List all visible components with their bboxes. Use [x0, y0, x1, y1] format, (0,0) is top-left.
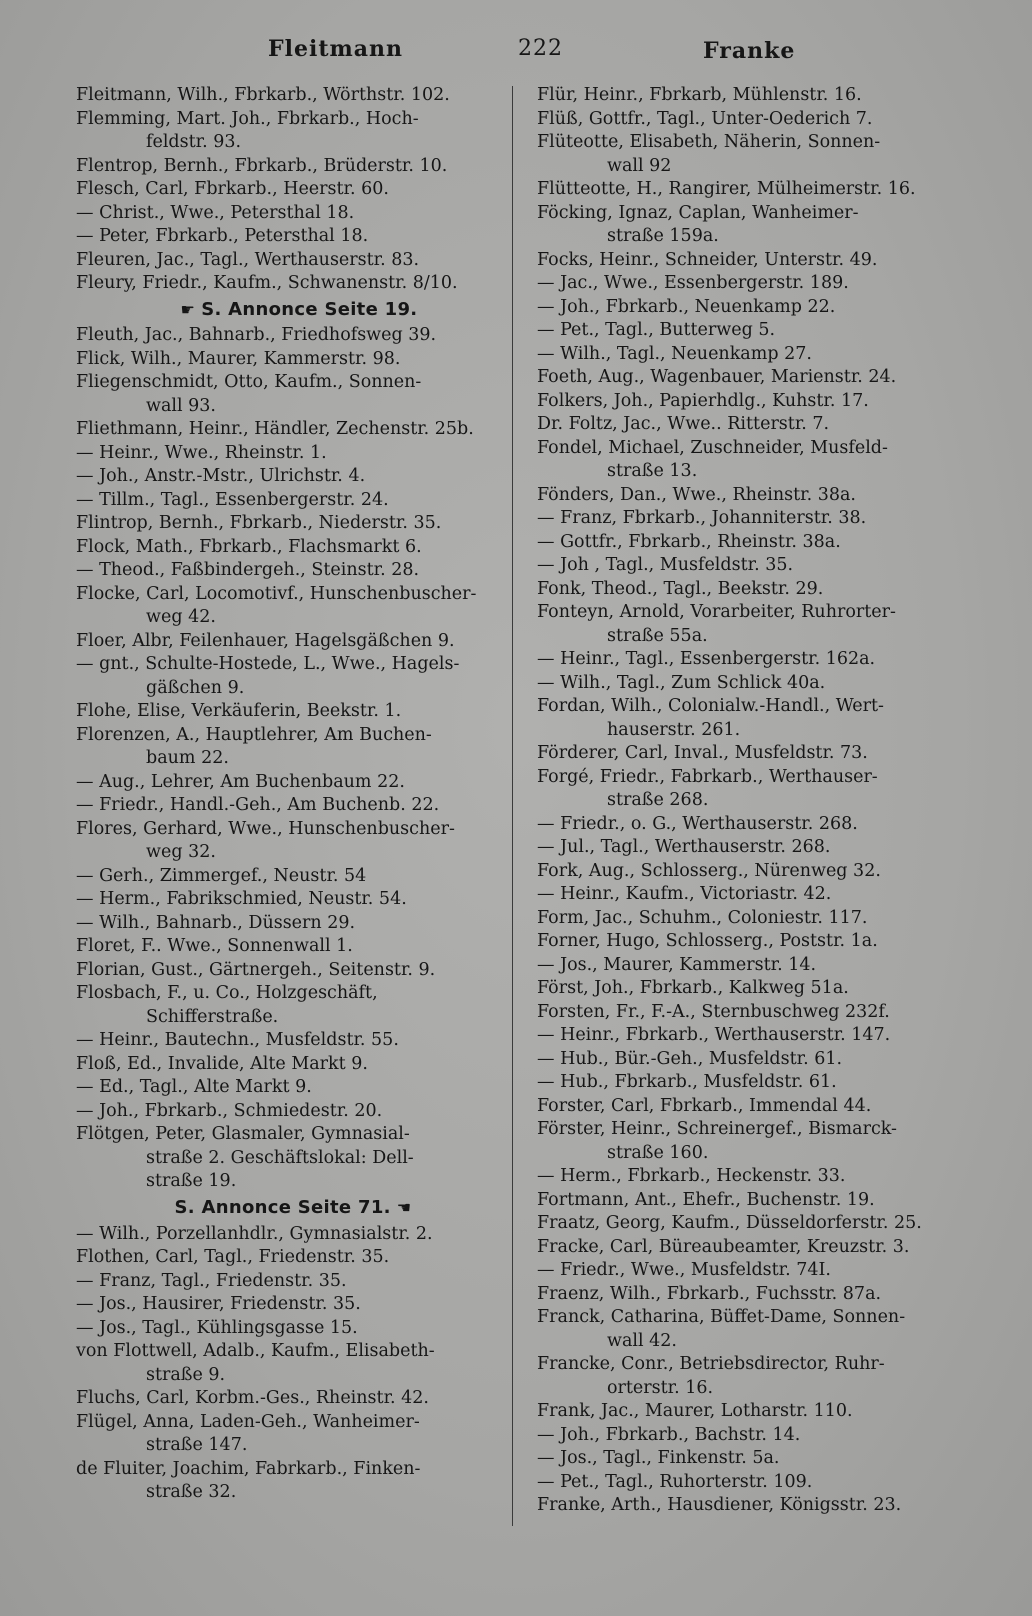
- directory-entry: [537, 1001, 983, 1025]
- entry-text: Fleitmann, Wilh., Fbrkarb., Wörthstr. 102.: [76, 85, 450, 105]
- entry-text: — gnt., Schulte-Hostede, L., Wwe., Hagels-: [76, 654, 460, 675]
- entry-text: Fracke, Carl, Büreaubeamter, Kreuzstr. 3.: [537, 1236, 910, 1257]
- entry-text: — Pet., Tagl., Butterweg 5.: [537, 320, 776, 340]
- directory-entry: [537, 249, 983, 273]
- entry-text: — Wilh., Tagl., Neuenkamp 27.: [537, 343, 812, 364]
- annonce-reference: [76, 1196, 516, 1220]
- directory-entry: [537, 695, 983, 742]
- directory-entry: [537, 202, 983, 249]
- directory-entry: [537, 131, 983, 178]
- entry-continuation: straße 55a.: [607, 625, 708, 646]
- directory-entry: [537, 1283, 983, 1307]
- directory-entry: [537, 319, 983, 343]
- entry-text: — Herm., Fabrikschmied, Neustr. 54.: [76, 889, 407, 910]
- entry-continuation: weg 32.: [146, 842, 216, 863]
- entry-continuation: orterstr. 16.: [607, 1377, 714, 1398]
- directory-entry: [76, 249, 516, 273]
- entry-text: — Joh , Tagl., Musfeldstr. 35.: [537, 555, 794, 575]
- entry-text: — Aug., Lehrer, Am Buchenbaum 22.: [76, 771, 405, 792]
- entry-continuation: gäßchen 9.: [146, 677, 245, 698]
- entry-text: Flores, Gerhard, Wwe., Hunschenbuscher-: [76, 818, 455, 839]
- entry-text: Flüß, Gottfr., Tagl., Unter-Oederich 7.: [537, 108, 873, 129]
- entry-text: Fonk, Theod., Tagl., Beekstr. 29.: [537, 578, 824, 599]
- entry-text: — Jos., Maurer, Kammerstr. 14.: [537, 954, 817, 975]
- entry-text: — Joh., Fbrkarb., Schmiedestr. 20.: [76, 1100, 383, 1121]
- entry-text: Fönders, Dan., Wwe., Rheinstr. 38a.: [537, 484, 856, 505]
- entry-text: Fleuth, Jac., Bahnarb., Friedhofsweg 39.: [76, 325, 437, 346]
- directory-entry: [537, 601, 983, 648]
- left-column: [76, 84, 516, 1505]
- directory-entry: [76, 371, 516, 418]
- entry-text: — Tillm., Tagl., Essenbergerstr. 24.: [76, 489, 389, 510]
- directory-entry: [76, 865, 516, 889]
- directory-entry: [537, 1095, 983, 1119]
- annonce-reference: [76, 298, 516, 322]
- entry-text: Fordan, Wilh., Colonialw.-Handl., Wert-: [537, 696, 884, 716]
- directory-entry: [537, 178, 983, 202]
- directory-entry: [76, 583, 516, 630]
- directory-entry: [537, 108, 983, 132]
- directory-entry: [537, 860, 983, 884]
- entry-continuation: straße 9.: [146, 1364, 226, 1385]
- directory-entry: [76, 1270, 516, 1294]
- entry-text: Dr. Foltz, Jac., Wwe.. Ritterstr. 7.: [537, 414, 830, 434]
- directory-entry: [76, 1340, 516, 1387]
- pointing-hand-icon: ☚: [396, 1198, 412, 1217]
- entry-text: — Franz, Fbrkarb., Johanniterstr. 38.: [537, 508, 867, 528]
- entry-text: — Wilh., Porzellanhdlr., Gymnasialstr. 2.: [76, 1223, 433, 1244]
- entry-continuation: hauserstr. 261.: [607, 719, 741, 740]
- directory-entry: [537, 484, 983, 508]
- entry-text: Florenzen, A., Hauptlehrer, Am Buchen-: [76, 724, 432, 745]
- entry-text: Flötgen, Peter, Glasmaler, Gymnasial-: [76, 1124, 410, 1145]
- entry-continuation: wall 93.: [146, 395, 216, 416]
- directory-entry: [537, 84, 983, 108]
- directory-entry: [76, 982, 516, 1029]
- entry-text: Fluchs, Carl, Korbm.-Ges., Rheinstr. 42.: [76, 1388, 429, 1408]
- entry-text: — Jos., Tagl., Finkenstr. 5a.: [537, 1448, 780, 1468]
- directory-entry: [537, 1236, 983, 1260]
- directory-entry: [76, 84, 516, 108]
- directory-entry: [537, 742, 983, 766]
- entry-text: — Wilh., Bahnarb., Düssern 29.: [76, 912, 356, 933]
- entry-text: — Jul., Tagl., Werthauserstr. 268.: [537, 837, 831, 857]
- header-right-keyword: Franke: [703, 38, 796, 64]
- directory-entry: [76, 818, 516, 865]
- directory-entry: [537, 531, 983, 555]
- entry-text: — Heinr., Wwe., Rheinstr. 1.: [76, 442, 327, 463]
- directory-entry: [76, 1387, 516, 1411]
- directory-entry: [537, 1212, 983, 1236]
- entry-text: Fliethmann, Heinr., Händler, Zechenstr. 25b.: [76, 419, 474, 440]
- directory-entry: [76, 630, 516, 654]
- directory-entry: [537, 1424, 983, 1448]
- entry-text: Floer, Albr, Feilenhauer, Hagelsgäßchen 9.: [76, 630, 455, 651]
- directory-entry: [537, 390, 983, 414]
- directory-entry: [76, 1411, 516, 1458]
- directory-entry: [537, 1118, 983, 1165]
- directory-entry: [76, 1458, 516, 1505]
- entry-text: Form, Jac., Schuhm., Coloniestr. 117.: [537, 907, 868, 928]
- directory-entry: [537, 1400, 983, 1424]
- directory-entry: [537, 507, 983, 531]
- entry-text: — Heinr., Fbrkarb., Werthauserstr. 147.: [537, 1025, 891, 1045]
- entry-continuation: straße 13.: [607, 461, 698, 481]
- directory-entry: [76, 771, 516, 795]
- entry-continuation: straße 147.: [146, 1435, 248, 1455]
- page-header: [0, 34, 1032, 70]
- annonce-text: S. Annonce Seite 19.: [201, 298, 418, 320]
- directory-entry: [537, 1189, 983, 1213]
- directory-entry: [76, 1246, 516, 1270]
- entry-text: — Jos., Hausirer, Friedenstr. 35.: [76, 1294, 361, 1314]
- entry-text: Fortmann, Ant., Ehefr., Buchenstr. 19.: [537, 1189, 875, 1210]
- entry-continuation: wall 42.: [607, 1330, 677, 1351]
- directory-entry: [76, 559, 516, 583]
- entry-text: Fliegenschmidt, Otto, Kaufm., Sonnen-: [76, 372, 422, 393]
- entry-continuation: wall 92: [607, 155, 672, 176]
- entry-text: Fork, Aug., Schlosserg., Nürenweg 32.: [537, 860, 881, 881]
- directory-entry: [537, 672, 983, 696]
- entry-continuation: straße 159a.: [607, 226, 719, 246]
- directory-entry: [537, 836, 983, 860]
- entry-text: Foeth, Aug., Wagenbauer, Marienstr. 24.: [537, 367, 897, 387]
- header-left-keyword: Fleitmann: [268, 36, 404, 62]
- entry-text: Först, Joh., Fbrkarb., Kalkweg 51a.: [537, 978, 849, 998]
- directory-entry: [537, 437, 983, 484]
- entry-text: Flütteotte, H., Rangirer, Mülheimerstr. 16.: [537, 179, 916, 199]
- entry-text: — Gerh., Zimmergef., Neustr. 54: [76, 865, 367, 886]
- entry-text: Folkers, Joh., Papierhdlg., Kuhstr. 17.: [537, 390, 869, 411]
- directory-entry: [76, 155, 516, 179]
- entry-text: — Pet., Tagl., Ruhorterstr. 109.: [537, 1471, 813, 1492]
- directory-entry: [76, 272, 516, 296]
- directory-entry: [76, 1317, 516, 1341]
- entry-text: Francke, Conr., Betriebsdirector, Ruhr-: [537, 1354, 885, 1374]
- entry-text: Fraenz, Wilh., Fbrkarb., Fuchsstr. 87a.: [537, 1283, 882, 1304]
- entry-text: Franke, Arth., Hausdiener, Königsstr. 23.: [537, 1495, 902, 1515]
- entry-text: Franck, Catharina, Büffet-Dame, Sonnen-: [537, 1307, 906, 1327]
- directory-entry: [537, 1471, 983, 1495]
- entry-text: — Joh., Anstr.-Mstr., Ulrichstr. 4.: [76, 466, 366, 487]
- directory-entry: [76, 108, 516, 155]
- directory-entry: [537, 977, 983, 1001]
- annonce-text: S. Annonce Seite 71.: [174, 1196, 391, 1218]
- directory-entry: [76, 959, 516, 983]
- entry-text: — Ed., Tagl., Alte Markt 9.: [76, 1077, 312, 1098]
- entry-text: Flosbach, F., u. Co., Holzgeschäft,: [76, 983, 378, 1004]
- entry-text: Fleury, Friedr., Kaufm., Schwanenstr. 8/10.: [76, 273, 458, 293]
- directory-entry: [76, 794, 516, 818]
- directory-entry: [76, 1123, 516, 1170]
- entry-text: von Flottwell, Adalb., Kaufm., Elisabeth-: [76, 1341, 435, 1361]
- directory-entry: [537, 1447, 983, 1471]
- entry-text: — Joh., Fbrkarb., Bachstr. 14.: [537, 1424, 801, 1445]
- entry-text: Flügel, Anna, Laden-Geh., Wanheimer-: [76, 1411, 420, 1432]
- directory-entry: [537, 272, 983, 296]
- entry-text: — Theod., Faßbindergeh., Steinstr. 28.: [76, 560, 420, 581]
- entry-continuation: weg 42.: [146, 607, 216, 628]
- directory-entry: [537, 413, 983, 437]
- entry-text: — Heinr., Kaufm., Victoriastr. 42.: [537, 884, 832, 904]
- entry-continuation: straße 32.: [146, 1482, 237, 1502]
- directory-entry: [537, 1024, 983, 1048]
- entry-text: Flock, Math., Fbrkarb., Flachsmarkt 6.: [76, 536, 422, 557]
- entry-text: Flüteotte, Elisabeth, Näherin, Sonnen-: [537, 132, 881, 152]
- pointing-hand-icon: ☛: [180, 299, 196, 319]
- directory-entry: [76, 1076, 516, 1100]
- directory-entry: [76, 1029, 516, 1053]
- entry-text: — Hub., Fbrkarb., Musfeldstr. 61.: [537, 1072, 837, 1092]
- entry-text: — Joh., Fbrkarb., Neuenkamp 22.: [537, 296, 836, 317]
- entry-text: — Heinr., Bautechn., Musfeldstr. 55.: [76, 1030, 399, 1051]
- directory-entry: [537, 578, 983, 602]
- page-number: 222: [518, 36, 563, 61]
- entry-text: — Jac., Wwe., Essenbergerstr. 189.: [537, 273, 849, 293]
- directory-entry: [76, 1053, 516, 1077]
- entry-text: — Wilh., Tagl., Zum Schlick 40a.: [537, 672, 826, 693]
- entry-text: Flick, Wilh., Maurer, Kammerstr. 98.: [76, 348, 401, 369]
- directory-entry: [76, 225, 516, 249]
- entry-text: Fondel, Michael, Zuschneider, Musfeld-: [537, 437, 888, 458]
- entry-continuation: Schifferstraße.: [146, 1006, 279, 1027]
- directory-entry: [76, 888, 516, 912]
- directory-entry: [76, 178, 516, 202]
- entry-text: — Franz, Tagl., Friedenstr. 35.: [76, 1270, 347, 1291]
- directory-entry: [76, 653, 516, 700]
- directory-entry: [537, 907, 983, 931]
- entry-text: Floret, F.. Wwe., Sonnenwall 1.: [76, 936, 353, 957]
- entry-text: Flentrop, Bernh., Fbrkarb., Brüderstr. 10.: [76, 155, 448, 176]
- directory-entry: [537, 930, 983, 954]
- entry-text: Flür, Heinr., Fbrkarb, Mühlenstr. 16.: [537, 85, 862, 105]
- entry-text: Frank, Jac., Maurer, Lotharstr. 110.: [537, 1401, 853, 1421]
- directory-entry: [76, 489, 516, 513]
- directory-entry: [76, 324, 516, 348]
- entry-text: — Gottfr., Fbrkarb., Rheinstr. 38a.: [537, 531, 841, 552]
- entry-text: — Christ., Wwe., Petersthal 18.: [76, 202, 355, 223]
- directory-entry: [76, 202, 516, 226]
- entry-text: — Herm., Fbrkarb., Heckenstr. 33.: [537, 1166, 846, 1186]
- directory-entry: [76, 724, 516, 771]
- directory-entry: [537, 366, 983, 390]
- entry-text: Flemming, Mart. Joh., Fbrkarb., Hoch-: [76, 108, 419, 129]
- directory-entry: [76, 912, 516, 936]
- directory-entry: [537, 1071, 983, 1095]
- right-column: [537, 84, 983, 1518]
- directory-entry: [537, 343, 983, 367]
- directory-entry: [537, 1259, 983, 1283]
- entry-continuation: feldstr. 93.: [146, 132, 242, 152]
- entry-text: — Heinr., Tagl., Essenbergerstr. 162a.: [537, 649, 876, 669]
- entry-text: — Hub., Bür.-Geh., Musfeldstr. 61.: [537, 1048, 843, 1069]
- entry-text: Flintrop, Bernh., Fbrkarb., Niederstr. 35.: [76, 513, 442, 534]
- directory-entry: [76, 700, 516, 724]
- directory-entry: [76, 465, 516, 489]
- directory-entry: [76, 512, 516, 536]
- directory-entry: [537, 766, 983, 813]
- directory-entry: [537, 1494, 983, 1518]
- entry-continuation: baum 22.: [146, 748, 229, 769]
- entry-text: Forgé, Friedr., Fabrkarb., Werthauser-: [537, 766, 878, 787]
- entry-text: — Friedr., Wwe., Musfeldstr. 74I.: [537, 1260, 831, 1280]
- entry-text: Fraatz, Georg, Kaufm., Düsseldorferstr. 25.: [537, 1213, 922, 1233]
- entry-continuation: straße 268.: [607, 790, 709, 810]
- directory-entry: [76, 442, 516, 466]
- directory-entry: [76, 1170, 516, 1194]
- directory-entry: [76, 348, 516, 372]
- entry-continuation: straße 2. Geschäftslokal: Dell-: [146, 1147, 414, 1168]
- entry-text: Flesch, Carl, Fbrkarb., Heerstr. 60.: [76, 179, 389, 199]
- directory-entry: [537, 296, 983, 320]
- directory-entry: [76, 935, 516, 959]
- entry-text: Fonteyn, Arnold, Vorarbeiter, Ruhrorter-: [537, 602, 896, 622]
- directory-entry: [76, 536, 516, 560]
- directory-entry: [76, 1223, 516, 1247]
- entry-text: Fleuren, Jac., Tagl., Werthauserstr. 83.: [76, 249, 420, 270]
- entry-continuation: straße 19.: [146, 1171, 237, 1192]
- entry-text: Florian, Gust., Gärtnergeh., Seitenstr. 9.: [76, 959, 436, 980]
- directory-entry: [537, 883, 983, 907]
- entry-text: Flothen, Carl, Tagl., Friedenstr. 35.: [76, 1247, 390, 1267]
- entry-text: Forsten, Fr., F.-A., Sternbuschweg 232f.: [537, 1001, 890, 1022]
- directory-entry: [537, 813, 983, 837]
- directory-entry: [537, 1306, 983, 1353]
- entry-text: Flocke, Carl, Locomotivf., Hunschenbuscher-: [76, 583, 477, 604]
- entry-text: Floß, Ed., Invalide, Alte Markt 9.: [76, 1053, 368, 1074]
- entry-text: Föcking, Ignaz, Caplan, Wanheimer-: [537, 202, 859, 223]
- entry-text: Förderer, Carl, Inval., Musfeldstr. 73.: [537, 743, 868, 763]
- entry-text: — Friedr., o. G., Werthauserstr. 268.: [537, 813, 858, 834]
- entry-continuation: straße 160.: [607, 1142, 709, 1163]
- entry-text: Förster, Heinr., Schreinergef., Bismarck-: [537, 1119, 897, 1139]
- entry-text: Focks, Heinr., Schneider, Unterstr. 49.: [537, 249, 878, 270]
- entry-text: — Peter, Fbrkarb., Petersthal 18.: [76, 226, 369, 246]
- directory-entry: [76, 1100, 516, 1124]
- directory-entry: [76, 418, 516, 442]
- entry-text: Forster, Carl, Fbrkarb., Immendal 44.: [537, 1095, 872, 1116]
- directory-entry: [537, 954, 983, 978]
- directory-entry: [537, 1353, 983, 1400]
- directory-entry: [537, 1165, 983, 1189]
- entry-text: Forner, Hugo, Schlosserg., Poststr. 1a.: [537, 931, 878, 951]
- directory-entry: [537, 554, 983, 578]
- entry-text: Flohe, Elise, Verkäuferin, Beekstr. 1.: [76, 701, 402, 722]
- entry-text: de Fluiter, Joachim, Fabrkarb., Finken-: [76, 1458, 421, 1479]
- entry-text: — Friedr., Handl.-Geh., Am Buchenb. 22.: [76, 795, 440, 816]
- directory-entry: [537, 1048, 983, 1072]
- entry-text: — Jos., Tagl., Kühlingsgasse 15.: [76, 1317, 358, 1338]
- directory-entry: [76, 1293, 516, 1317]
- directory-entry: [537, 648, 983, 672]
